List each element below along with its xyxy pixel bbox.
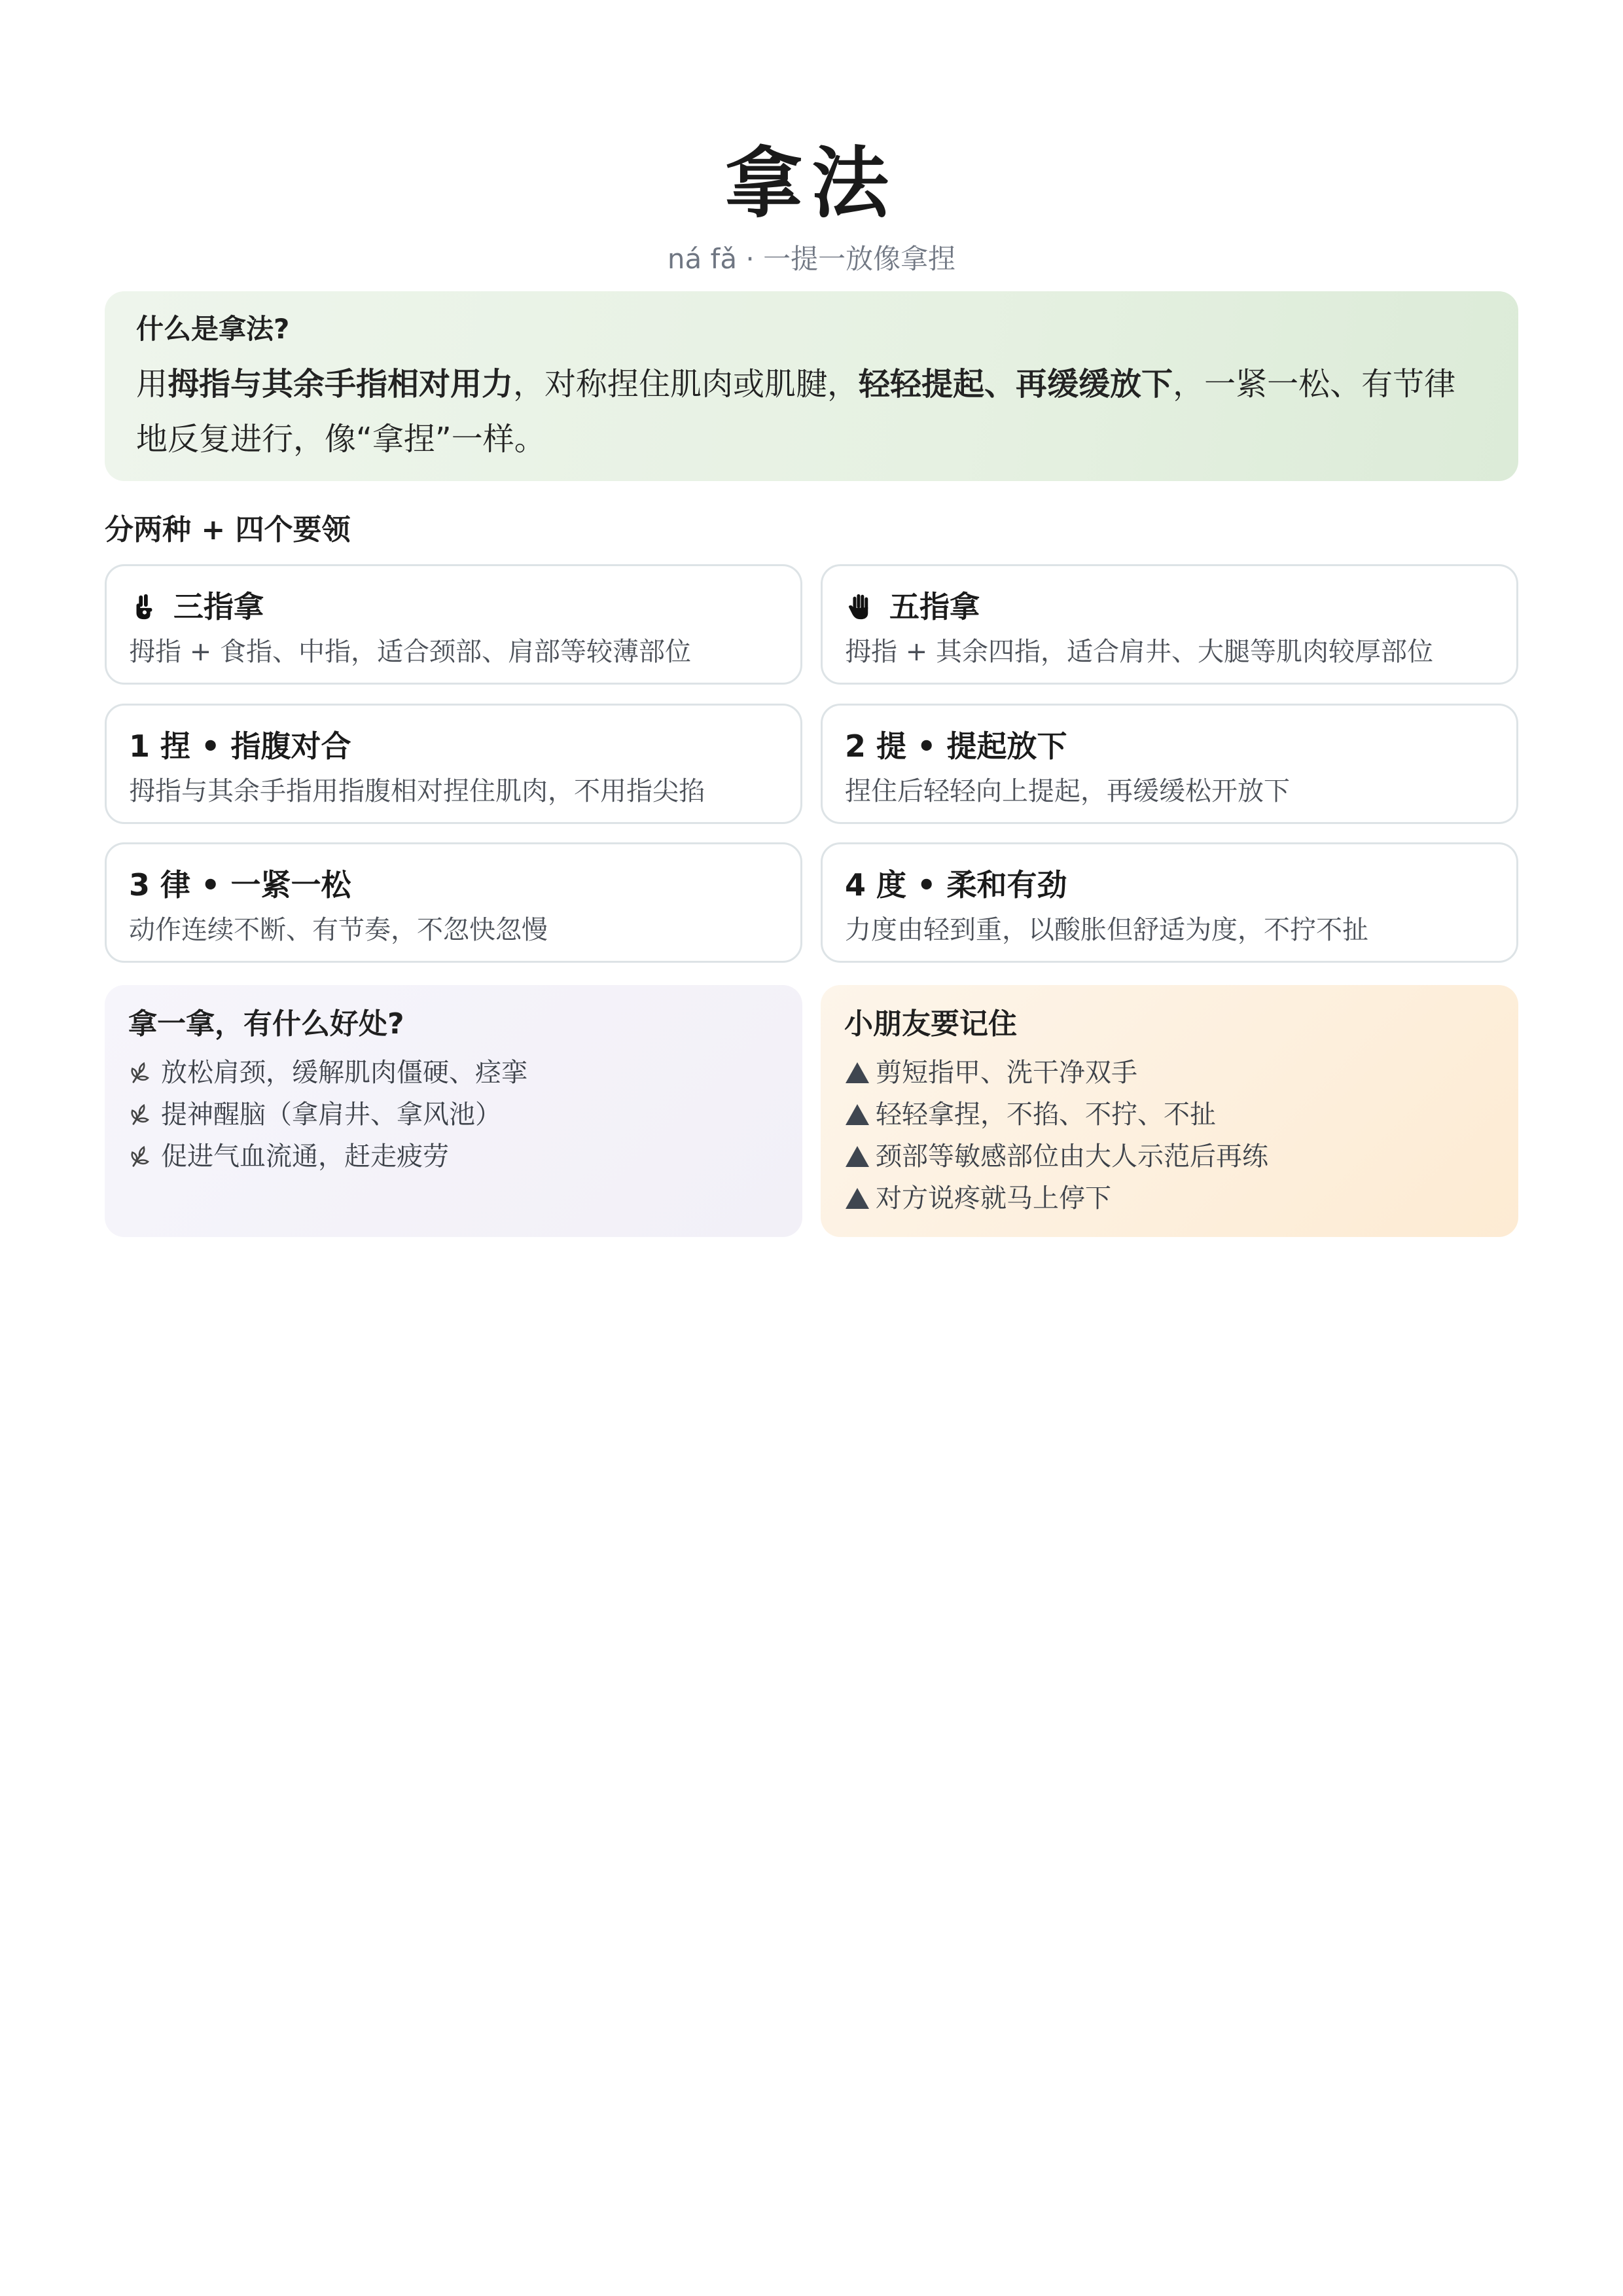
point-title: 4 度 • 柔和有劲 — [845, 867, 1067, 903]
list-item — [128, 1052, 779, 1094]
list-item — [128, 1094, 779, 1136]
list-item — [844, 1052, 1495, 1094]
type-card-three-finger — [105, 564, 802, 685]
list-item — [844, 1094, 1495, 1136]
point-card-2 — [821, 704, 1518, 824]
intro-text-bold: 轻轻提起、再缓缓放下 — [859, 366, 1173, 403]
remember-text: 颈部等敏感部位由大人示范后再练 — [876, 1141, 1268, 1172]
remember-text: 轻轻拿捏，不掐、不拧、不扯 — [876, 1100, 1216, 1130]
point-title: 1 捏 • 指腹对合 — [129, 728, 351, 764]
intro-body — [136, 357, 1487, 467]
point-title: 3 律 • 一紧一松 — [129, 867, 351, 903]
type-desc: 拇指 + 食指、中指，适合颈部、肩部等较薄部位 — [129, 637, 691, 667]
page-title: 拿法 — [724, 138, 898, 228]
benefits-list — [128, 1052, 779, 1177]
benefit-text: 提神醒脑（拿肩井、拿风池） — [161, 1100, 501, 1130]
list-item — [128, 1136, 779, 1177]
list-item — [844, 1177, 1495, 1219]
intro-text: ，一紧一松、有节律地反复进行，像“拿捏”一样。 — [136, 366, 1456, 457]
leaf-icon — [128, 1060, 153, 1085]
leaf-icon — [128, 1144, 153, 1169]
benefit-text: 放松肩颈，缓解肌肉僵硬、痉挛 — [161, 1058, 527, 1088]
three-finger-hand-icon — [129, 592, 159, 622]
intro-text-bold: 拇指与其余手指相对用力 — [168, 366, 514, 403]
point-desc: 拇指与其余手指用指腹相对捏住肌肉，不用指尖掐 — [129, 776, 705, 806]
benefits-title: 拿一拿，有什么好处? — [128, 1007, 404, 1041]
type-desc: 拇指 + 其余四指，适合肩井、大腿等肌肉较厚部位 — [845, 637, 1433, 667]
remember-title: 小朋友要记住 — [844, 1007, 1017, 1041]
point-desc: 捏住后轻轻向上提起，再缓缓松开放下 — [845, 776, 1290, 806]
intro-question: 什么是拿法? — [136, 313, 290, 345]
point-card-4 — [821, 842, 1518, 963]
type-title: 五指拿 — [889, 589, 980, 624]
point-card-1 — [105, 704, 802, 824]
section-title: 分两种 + 四个要领 — [105, 513, 351, 547]
remember-list — [844, 1052, 1495, 1219]
remember-text: 对方说疼就马上停下 — [876, 1183, 1111, 1213]
benefits-panel — [105, 985, 802, 1237]
intro-text: 用 — [136, 366, 168, 403]
page-subtitle: ná fǎ · 一提一放像拿捏 — [667, 243, 956, 275]
triangle-icon — [844, 1061, 870, 1085]
leaf-icon — [128, 1102, 153, 1127]
point-card-3 — [105, 842, 802, 963]
point-desc: 力度由轻到重，以酸胀但舒适为度，不拧不扯 — [845, 915, 1368, 945]
triangle-icon — [844, 1103, 870, 1126]
triangle-icon — [844, 1145, 870, 1168]
type-title: 三指拿 — [173, 589, 264, 624]
list-item — [844, 1136, 1495, 1177]
point-desc: 动作连续不断、有节奏，不忽快忽慢 — [129, 915, 548, 945]
intro-box — [105, 291, 1518, 481]
triangle-icon — [844, 1187, 870, 1210]
benefit-text: 促进气血流通，赶走疲劳 — [161, 1141, 449, 1172]
intro-text: ，对称捏住肌肉或肌腱， — [513, 366, 859, 403]
remember-panel — [821, 985, 1518, 1237]
five-finger-hand-icon — [845, 592, 875, 622]
remember-text: 剪短指甲、洗干净双手 — [876, 1058, 1137, 1088]
type-card-five-finger — [821, 564, 1518, 685]
point-title: 2 提 • 提起放下 — [845, 728, 1067, 764]
